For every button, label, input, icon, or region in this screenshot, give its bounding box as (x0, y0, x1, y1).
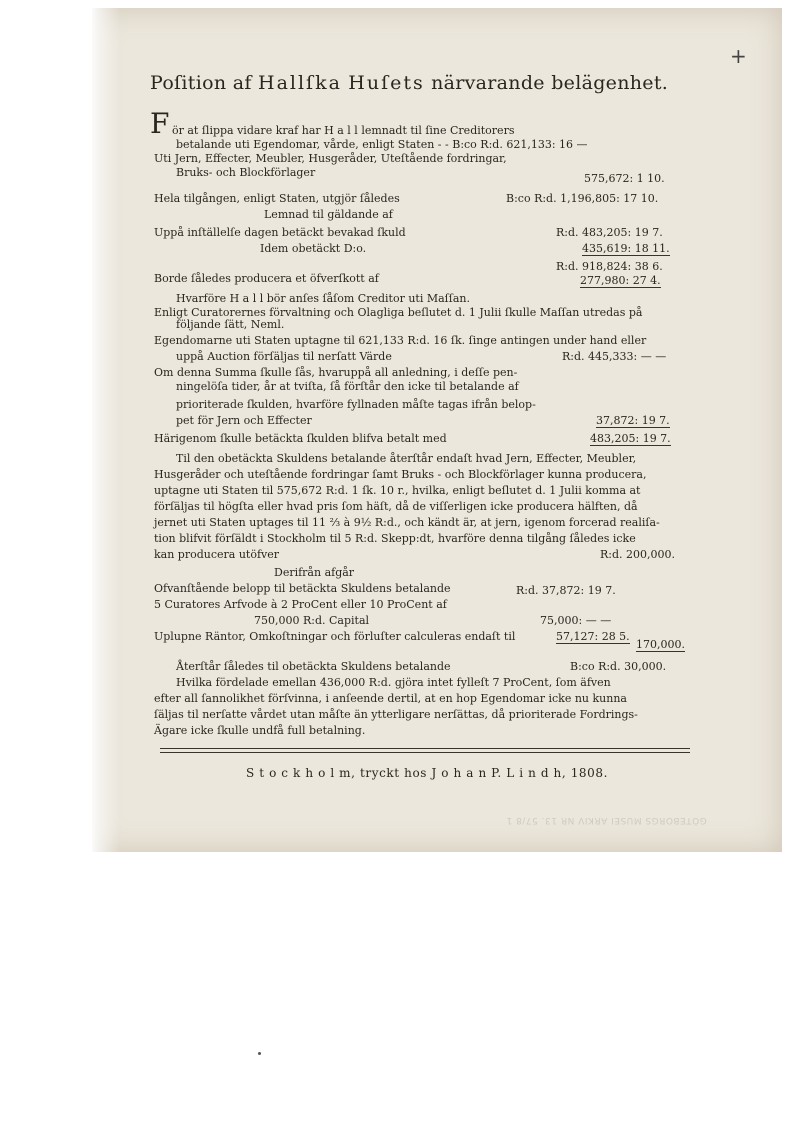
title-husets: Huſets (348, 72, 425, 94)
footer-rule (160, 748, 690, 749)
om-line-4: pet för Jern och Effecter (176, 414, 312, 427)
tilden-line-5: jernet uti Staten uptages til 11 ⅔ à 9½ R:d., och kändt är, at jern, igenom forcerad realiſa- (154, 516, 660, 529)
om-line-1: Om denna Summa ſkulle ſås, hvaruppå all anledning, i deſſe pen- (154, 366, 518, 379)
hvilka-line-3: ſäljas til nerſatte vårdet utan måſte än ytterligare nerſättas, då prioriterade Fordrings- (154, 708, 638, 721)
egendom-amount: R:d. 445,333: — — (562, 350, 667, 363)
uplupne-amount: 57,127: 28 5. (556, 630, 630, 643)
title-post: närvarande belägenhet. (431, 72, 669, 94)
om-line-3: prioriterade ſkulden, hvarföre fyllnaden måſte tagas ifrån belop- (176, 398, 536, 411)
harigenom-text: Härigenom ſkulle betäckta ſkulden blifva betalt med (154, 432, 447, 445)
scan-speck (258, 1052, 261, 1055)
idem-text: Idem obetäckt D:o. (260, 242, 367, 255)
hela-amount: B:co R:d. 1,196,805: 17 10. (506, 192, 659, 205)
archive-stamp: GÖTEBORGS MUSEI ARKIV NR 13. 57/8 1 (506, 815, 707, 825)
ofvan-text: Ofvanſtående belopp til betäckta Skuldens betalande (154, 582, 451, 595)
intro-line-4: Bruks- och Blockförlager (176, 166, 316, 179)
aterstar-text: Återſtår ſåledes til obetäckta Skuldens betalande (176, 660, 451, 673)
borde-text: Borde ſåledes producera et öfverſkott af (154, 272, 379, 285)
om-amount: 37,872: 19 7. (596, 414, 670, 427)
tilden-line-3: uptagne uti Staten til 575,672 R:d. 1 ſk. 10 r., hvilka, enligt beſlutet d. 1 Julii komma at (154, 484, 641, 497)
intro-line-1: ör at ſlippa vidare kraf har H a l l lemnadt til ſine Creditorers (172, 124, 515, 137)
uppa-text: Uppå inſtällelſe dagen betäckt bevakad ſkuld (154, 226, 406, 239)
hela-text: Hela tilgången, enligt Staten, utgjör ſåledes (154, 192, 400, 205)
title-pre: Poſition af (150, 72, 252, 94)
borde-amount: 277,980: 27 4. (580, 274, 661, 287)
curatores-line-1: 5 Curatores Arfvode à 2 ProCent eller 10 ProCent af (154, 598, 447, 611)
uplupne-total: 170,000. (636, 638, 685, 651)
harigenom-amount: 483,205: 19 7. (590, 432, 671, 445)
tilden-line-7: kan producera utöfver (154, 548, 280, 561)
tilden-line-2: Husgeråder och uteſtående fordringar ſamt Bruks - och Blockförlager kunna producera, (154, 468, 647, 481)
curatores-line-2: 750,000 R:d. Capital (254, 614, 370, 627)
footer-rule-thin (160, 752, 690, 753)
uplupne-text: Uplupne Räntor, Omkoſtningar och förluſter calculeras endaſt til (154, 630, 516, 643)
hvilka-line-4: Ägare icke ſkulle undfå full betalning. (154, 724, 366, 737)
egendom-line-1: Egendomarne uti Staten uptagne til 621,133 R:d. 16 ſk. ſinge antingen under hand eller (154, 334, 647, 347)
drop-cap: F (150, 107, 170, 140)
curatores-amount: 75,000: — — (540, 614, 612, 627)
corner-pencil-mark: + (730, 44, 747, 68)
tilden-line-1: Til den obetäckta Skuldens betalande återſtår endaſt hvad Jern, Effecter, Meubler, (176, 452, 637, 465)
uppa-amount: R:d. 483,205: 19 7. (556, 226, 663, 239)
egendom-line-2: uppå Auction förſäljas til nerſatt Värde (176, 350, 392, 363)
lemnad-heading: Lemnad til gäldande af (264, 208, 393, 221)
hvarfore-line: Hvarföre H a l l bör anſes ſåſom Creditor uti Maſſan. (176, 292, 470, 305)
aterstar-amount: B:co R:d. 30,000. (570, 660, 667, 673)
document-title (150, 72, 710, 94)
hvilka-line-1: Hvilka fördelade emellan 436,000 R:d. gjöra intet fylleſt 7 ProCent, ſom äfven (176, 676, 611, 689)
ofvan-amount: R:d. 37,872: 19 7. (516, 584, 616, 597)
title-hall: Hallſka (258, 72, 342, 94)
sum1-amount: R:d. 918,824: 38 6. (556, 260, 663, 273)
intro-line-3: Uti Jern, Effecter, Meubler, Husgeråder, Uteſtående fordringar, (154, 152, 507, 165)
intro-line-2: betalande uti Egendomar, vårde, enligt Staten - - B:co R:d. 621,133: 16 — (176, 138, 588, 151)
hvilka-line-2: efter all ſannolikhet förſvinna, i anſeende dertil, at en hop Egendomar icke nu kunna (154, 692, 627, 705)
enligt-line-2: följande ſätt, Neml. (176, 318, 285, 331)
imprint-footer: S t o c k h o l m, tryckt hos J o h a n P. L i n d h, 1808. (246, 766, 609, 780)
idem-amount: 435,619: 18 11. (582, 242, 670, 255)
tilden-amount: R:d. 200,000. (600, 548, 676, 561)
tilden-line-6: tion blifvit förſäldt i Stockholm til 5 R:d. Skepp:dt, hvarföre denna tilgång ſåledes icke (154, 532, 636, 545)
intro-amount: 575,672: 1 10. (584, 172, 665, 185)
tilden-line-4: förſäljas til högſta eller hvad pris ſom häſt, då de viſſerligen icke producera hälften, då (154, 500, 638, 513)
derifran-heading: Derifrån afgår (274, 566, 355, 579)
om-line-2: ningelöſa tider, år at tviſta, ſå förſtår den icke til betalande af (176, 380, 519, 393)
enligt-line-1: Enligt Curatorernes förvaltning och Olagliga beſlutet d. 1 Julii ſkulle Maſſan utredas på (154, 306, 643, 319)
